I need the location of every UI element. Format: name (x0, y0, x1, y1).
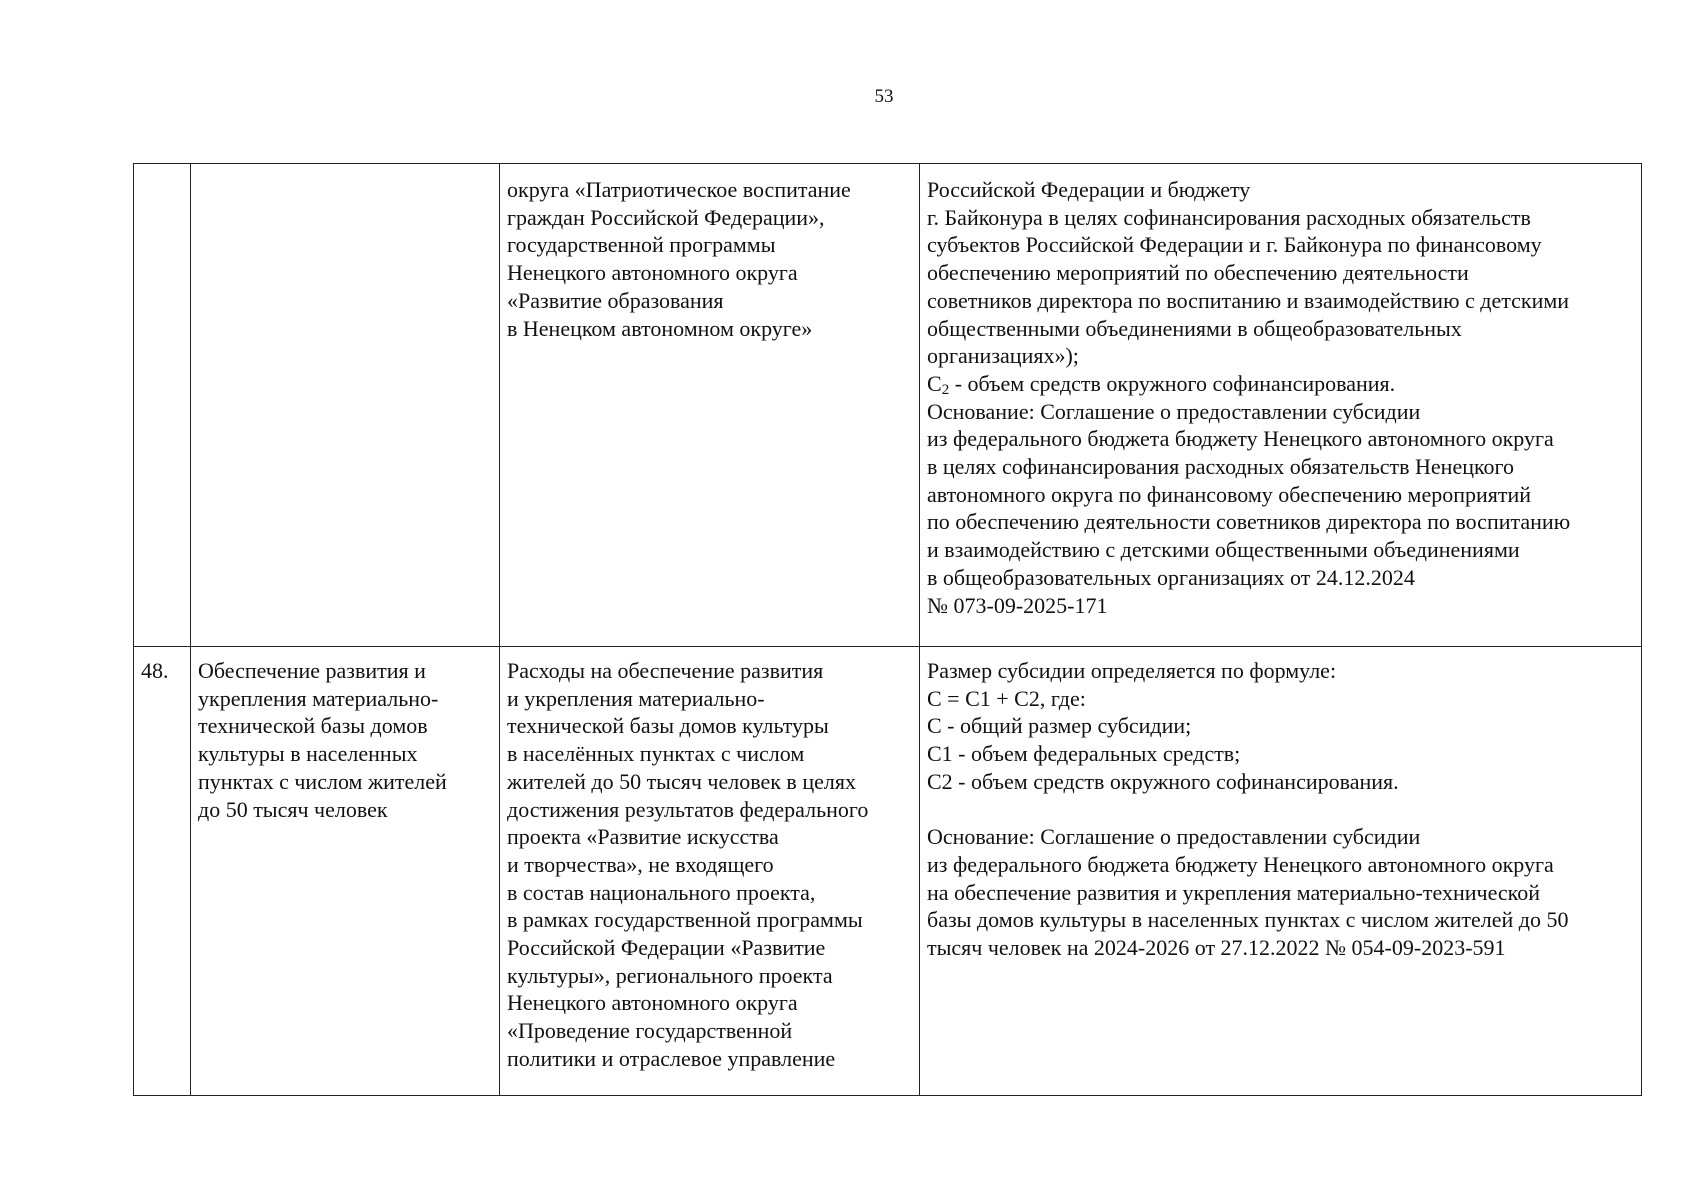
row-name-cell: Обеспечение развития и укрепления материально- технической базы домов культуры в населенных пунктах с числом жителей до 50 тысяч человек (191, 647, 500, 1096)
formula-text: Российской Федерации и бюджету г. Байконура в целях софинансирования расходных обязательств субъектов Российской Федерации и г. Байконура по финансовому обеспечению мероприятий по обеспечению деятельности советников директора по воспитанию и взаимодействию с детскими общественными объединениями в общеобразовательных организациях»); (927, 177, 1570, 369)
row-formula-cell: Размер субсидии определяется по формуле: С = С1 + С2, где: С - общий размер субсидии; С1 - объем федеральных средств; С2 - объем средств окружного софинансирования. Основание: Соглашение о предоставлении субсидии из федерального бюджета бюджету Ненецкого автономного округа на обеспечение развития и укрепления материально-технической базы домов культуры в населенных пунктах с числом жителей до 50 тысяч человек на 2024-2026 от 27.12.2022 № 054-09-2023-591 (920, 647, 1642, 1096)
c2-symbol: С (927, 370, 942, 396)
basis-text: Основание: Соглашение о предоставлении субсидии из федерального бюджета бюджету Ненецкого автономного округа в целях софинансирования расходных обязательств Ненецкого автономного округа по финансовому обеспечению мероприятий по обеспечению деятельности советников директора по воспитанию и взаимодействию с детскими общественными объединениями в общеобразовательных организациях от 24.12.2024 № 073-09-2025-171 (927, 398, 1571, 618)
row-description-cell: Расходы на обеспечение развития и укрепления материально- технической базы домов культуры в населённых пунктах с числом жителей до 50 тысяч человек в целях достижения результатов федерального проекта «Развитие искусства и творчества», не входящего в состав национального проекта, в рамках государственной программы Российской Федерации «Развитие культуры», регионального проекта Ненецкого автономного округа «Проведение государственной политики и отраслевое управление (500, 647, 920, 1096)
page-number: 53 (874, 86, 894, 107)
table-row (134, 647, 1642, 1096)
c2-definition: - объем средств окружного софинансирования. (949, 370, 1396, 396)
subsidy-table (133, 163, 1642, 1096)
row-number-cell (134, 164, 191, 647)
row-formula-cell (920, 164, 1642, 647)
row-number-cell: 48. (134, 647, 191, 1096)
row-description-cell: округа «Патриотическое воспитание граждан Российской Федерации», государственной программы Ненецкого автономного округа «Развитие образования в Ненецком автономном округе» (500, 164, 920, 647)
c2-subscript: 2 (941, 381, 950, 398)
table-row (134, 164, 1642, 647)
row-name-cell (191, 164, 500, 647)
